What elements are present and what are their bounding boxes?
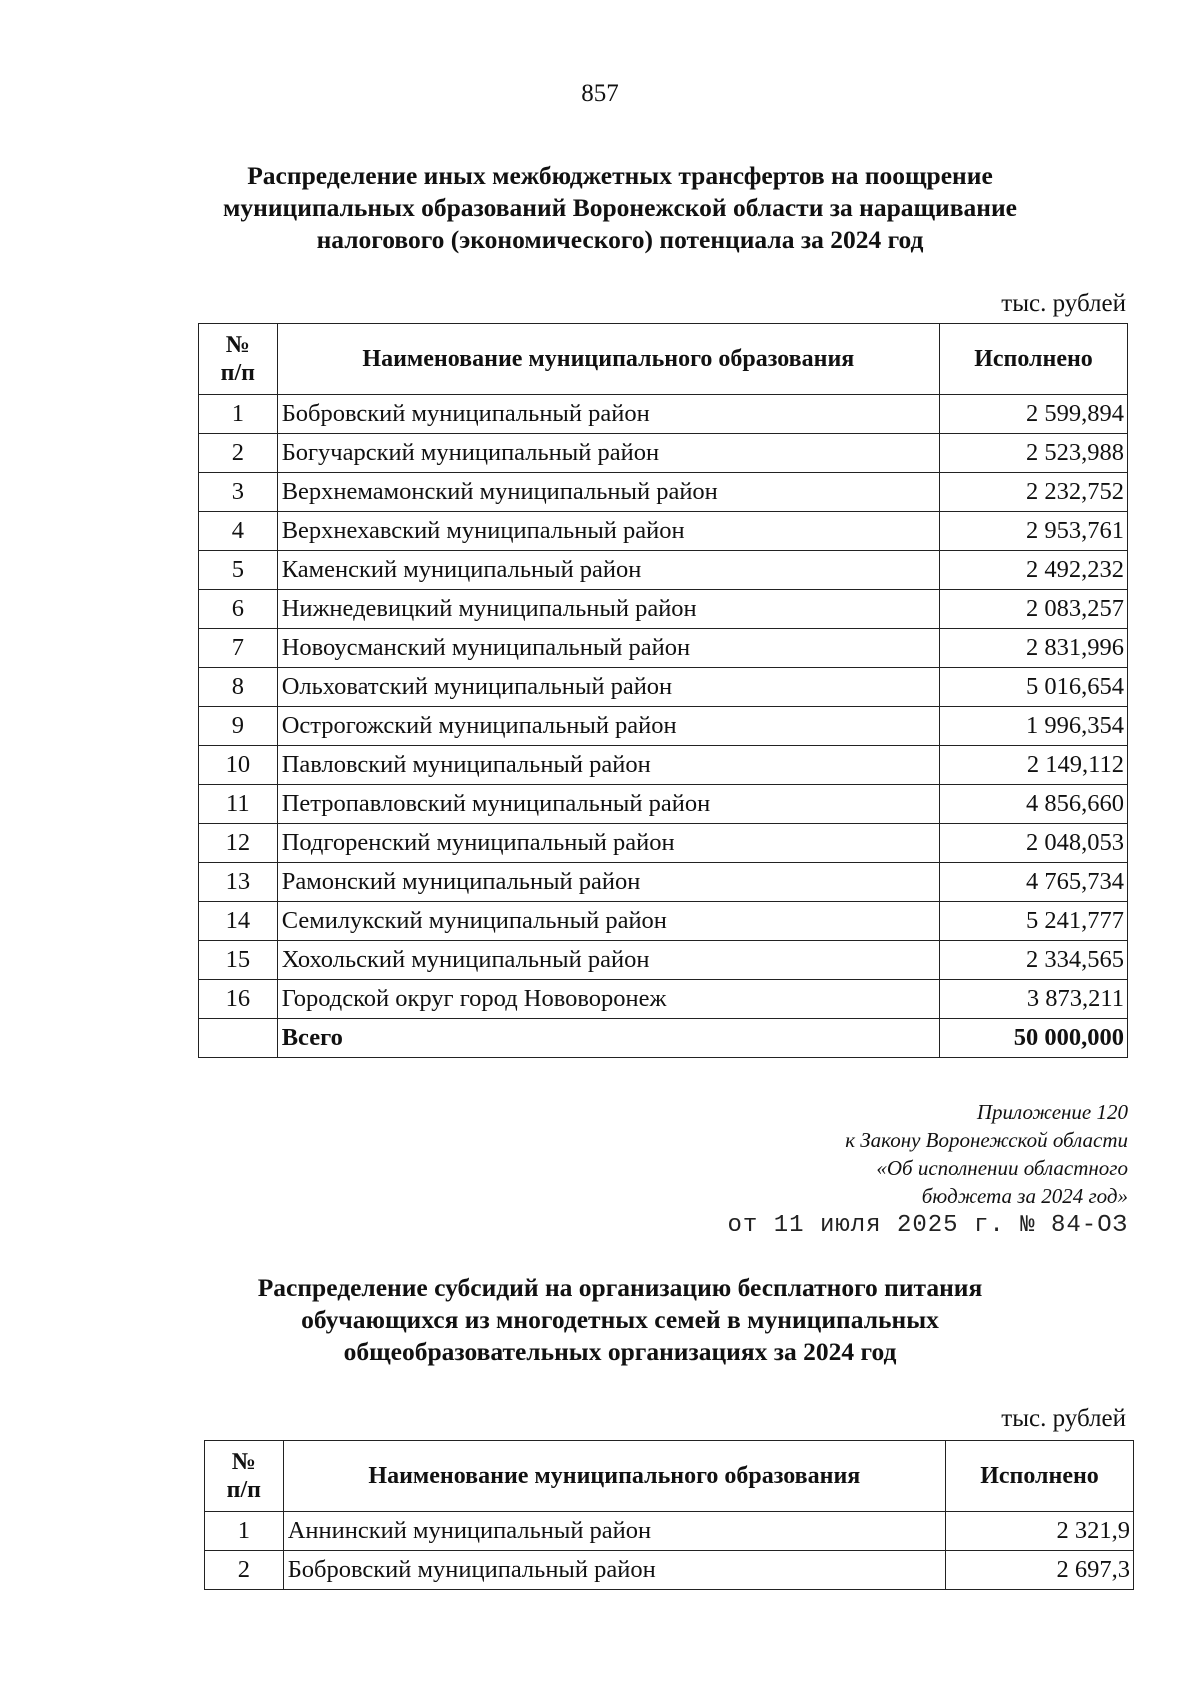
row-number: 13 — [199, 863, 278, 902]
column-header-number — [205, 1441, 284, 1512]
row-number: 1 — [199, 395, 278, 434]
table-row — [205, 1551, 1134, 1590]
row-value: 5 016,654 — [940, 668, 1128, 707]
row-value: 1 996,354 — [940, 707, 1128, 746]
row-value: 2 083,257 — [940, 590, 1128, 629]
column-header-number-label: п/п — [226, 1477, 261, 1503]
row-name: Петропавловский муниципальный район — [277, 785, 939, 824]
total-number-cell — [199, 1019, 278, 1058]
row-number: 9 — [199, 707, 278, 746]
table-row — [199, 551, 1128, 590]
row-number: 11 — [199, 785, 278, 824]
section1-title-line: муниципальных образований Воронежской области за наращивание — [223, 193, 1017, 222]
row-number: 15 — [199, 941, 278, 980]
row-name: Ольховатский муниципальный район — [277, 668, 939, 707]
table-row — [199, 902, 1128, 941]
row-value: 2 149,112 — [940, 746, 1128, 785]
row-name: Новоусманский муниципальный район — [277, 629, 939, 668]
row-name: Семилукский муниципальный район — [277, 902, 939, 941]
row-number: 10 — [199, 746, 278, 785]
column-header-value: Исполнено — [940, 324, 1128, 395]
appendix-line: к Закону Воронежской области — [845, 1128, 1128, 1152]
section2-title-line: обучающихся из многодетных семей в муниципальных — [301, 1305, 939, 1334]
section2-title-line: общеобразовательных организациях за 2024 год — [343, 1337, 897, 1366]
appendix-note — [628, 1098, 1128, 1210]
table-row — [199, 941, 1128, 980]
row-value: 2 232,752 — [940, 473, 1128, 512]
page-number: 857 — [581, 80, 619, 107]
row-number: 1 — [205, 1512, 284, 1551]
table-row — [199, 980, 1128, 1019]
table-row — [199, 785, 1128, 824]
row-number: 4 — [199, 512, 278, 551]
appendix-date-stamp: от 11 июля 2025 г. № 84-ОЗ — [727, 1212, 1128, 1239]
total-value: 50 000,000 — [940, 1019, 1128, 1058]
appendix-line: Приложение 120 — [976, 1100, 1128, 1124]
table-header-row — [199, 324, 1128, 395]
section2-table — [204, 1440, 1134, 1590]
row-name: Павловский муниципальный район — [277, 746, 939, 785]
row-name: Верхнемамонский муниципальный район — [277, 473, 939, 512]
row-value: 2 599,894 — [940, 395, 1128, 434]
column-header-name: Наименование муниципального образования — [277, 324, 939, 395]
row-value: 2 697,3 — [946, 1551, 1134, 1590]
table-row — [199, 746, 1128, 785]
row-number: 5 — [199, 551, 278, 590]
table-header-row — [205, 1441, 1134, 1512]
row-name: Бобровский муниципальный район — [283, 1551, 945, 1590]
total-label: Всего — [277, 1019, 939, 1058]
row-name: Аннинский муниципальный район — [283, 1512, 945, 1551]
row-value: 2 831,996 — [940, 629, 1128, 668]
row-name: Богучарский муниципальный район — [277, 434, 939, 473]
row-name: Нижнедевицкий муниципальный район — [277, 590, 939, 629]
appendix-line: бюджета за 2024 год» — [921, 1184, 1128, 1208]
row-number: 8 — [199, 668, 278, 707]
section2-title — [150, 1272, 1090, 1368]
table-row — [199, 629, 1128, 668]
table-row — [199, 473, 1128, 512]
table-row — [199, 434, 1128, 473]
row-name: Бобровский муниципальный район — [277, 395, 939, 434]
row-name: Хохольский муниципальный район — [277, 941, 939, 980]
row-value: 3 873,211 — [940, 980, 1128, 1019]
table-row — [199, 668, 1128, 707]
column-header-number-symbol: № — [225, 332, 250, 358]
row-value: 2 334,565 — [940, 941, 1128, 980]
table-row — [199, 707, 1128, 746]
row-name: Острогожский муниципальный район — [277, 707, 939, 746]
row-value: 2 048,053 — [940, 824, 1128, 863]
column-header-number — [199, 324, 278, 395]
table-row — [199, 863, 1128, 902]
table-row — [199, 590, 1128, 629]
appendix-line: «Об исполнении областного — [876, 1156, 1128, 1180]
column-header-number-symbol: № — [231, 1449, 256, 1475]
row-number: 6 — [199, 590, 278, 629]
row-name: Подгоренский муниципальный район — [277, 824, 939, 863]
row-name: Каменский муниципальный район — [277, 551, 939, 590]
table-row — [199, 512, 1128, 551]
row-number: 2 — [205, 1551, 284, 1590]
row-value: 4 856,660 — [940, 785, 1128, 824]
row-number: 16 — [199, 980, 278, 1019]
row-name: Верхнехавский муниципальный район — [277, 512, 939, 551]
section1-title-line: Распределение иных межбюджетных трансфертов на поощрение — [247, 161, 993, 190]
table-row — [205, 1512, 1134, 1551]
table-row — [199, 824, 1128, 863]
row-value: 2 321,9 — [946, 1512, 1134, 1551]
row-number: 14 — [199, 902, 278, 941]
section2-units: тыс. рублей — [1001, 1405, 1126, 1432]
row-number: 2 — [199, 434, 278, 473]
row-value: 2 492,232 — [940, 551, 1128, 590]
row-value: 5 241,777 — [940, 902, 1128, 941]
row-number: 3 — [199, 473, 278, 512]
row-name: Городской округ город Нововоронеж — [277, 980, 939, 1019]
column-header-value: Исполнено — [946, 1441, 1134, 1512]
column-header-number-label: п/п — [220, 360, 255, 386]
section2-title-line: Распределение субсидий на организацию бесплатного питания — [257, 1273, 983, 1302]
row-value: 2 953,761 — [940, 512, 1128, 551]
row-number: 12 — [199, 824, 278, 863]
section1-title — [150, 160, 1090, 256]
table-total-row — [199, 1019, 1128, 1058]
row-number: 7 — [199, 629, 278, 668]
row-value: 4 765,734 — [940, 863, 1128, 902]
row-value: 2 523,988 — [940, 434, 1128, 473]
row-name: Рамонский муниципальный район — [277, 863, 939, 902]
section1-title-line: налогового (экономического) потенциала за 2024 год — [316, 225, 924, 254]
column-header-name: Наименование муниципального образования — [283, 1441, 945, 1512]
table-row — [199, 395, 1128, 434]
section1-table — [198, 323, 1128, 1058]
section1-units: тыс. рублей — [1001, 290, 1126, 317]
